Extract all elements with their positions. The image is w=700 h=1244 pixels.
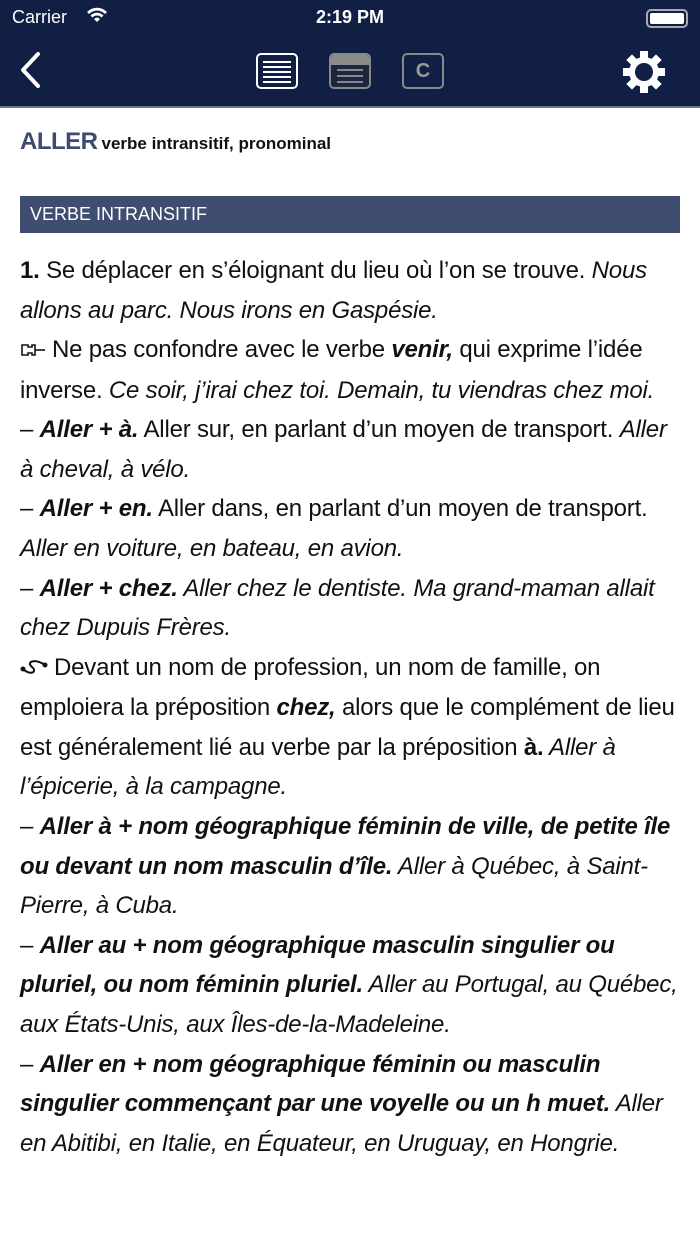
headword: ALLER	[20, 128, 98, 155]
example-text: Nous allons au parc. Nous irons en Gaspésie.	[20, 257, 647, 324]
definition-paragraph	[20, 410, 680, 489]
definition-text: –	[20, 931, 40, 959]
definition-text: –	[20, 416, 40, 444]
emphasis-text: chez,	[276, 694, 336, 722]
conjugation-button[interactable]: C	[402, 53, 444, 89]
clock: 2:19 PM	[315, 7, 385, 27]
definition-paragraph	[20, 569, 680, 648]
definition-text: Ne pas confondre avec le verbe	[52, 336, 392, 364]
emphasis-text: Aller à + nom géographique féminin de ville, de petite île ou devant un nom masculin d’île.	[20, 813, 671, 880]
chevron-left-icon	[18, 50, 42, 90]
definition-paragraph	[20, 330, 680, 410]
definition-text: –	[20, 574, 40, 602]
example-text: Aller à l’épicerie, à la campagne.	[20, 733, 616, 801]
example-text: Aller en Abitibi, en Italie, en Équateur, en Uruguay, en Hongrie.	[20, 1090, 663, 1157]
emphasis-text: 1.	[20, 257, 40, 284]
definition-paragraph	[20, 251, 680, 330]
definition-paragraph	[20, 1045, 680, 1164]
carrier-label: Carrier	[12, 7, 68, 27]
definition-text: –	[20, 813, 40, 841]
definition-text: Devant un nom de profession, un nom de famille, on emploiera la préposition	[20, 653, 601, 722]
emphasis-text: Aller + à.	[39, 416, 139, 444]
header-view-button[interactable]	[329, 53, 371, 89]
entry-heading	[0, 108, 700, 196]
emphasis-text: venir,	[391, 336, 453, 364]
grammatical-category: verbe intransitif, pronominal	[101, 134, 332, 153]
definition-text: qui exprime l’idée inverse.	[20, 336, 643, 404]
pin-icon	[20, 331, 46, 371]
emphasis-text: Aller en + nom géographique féminin ou masculin singulier commençant par une voyelle ou un h muet.	[20, 1050, 611, 1118]
link-icon	[20, 649, 48, 689]
battery-icon	[646, 9, 688, 28]
definition-body	[0, 233, 700, 1163]
emphasis-text: Aller au + nom géographique masculin singulier ou pluriel, ou nom féminin pluriel.	[20, 931, 615, 999]
emphasis-text: à.	[523, 733, 544, 761]
definition-text: alors que le complément de lieu est généralement lié au verbe par la préposition	[20, 694, 675, 761]
section-header: VERBE INTRANSITIF	[20, 196, 680, 233]
emphasis-text: Aller + chez.	[39, 574, 178, 602]
example-text: Aller en voiture, en bateau, en avion.	[20, 535, 404, 563]
gear-icon	[622, 50, 666, 94]
definition-paragraph	[20, 648, 680, 807]
full-text-view-button[interactable]	[256, 53, 298, 89]
example-text: Ce soir, j’irai chez toi. Demain, tu viendras chez moi.	[108, 376, 655, 404]
definition-paragraph	[20, 807, 680, 926]
definition-text: Aller dans, en parlant d’un moyen de transport.	[152, 495, 648, 523]
status-bar	[0, 0, 700, 36]
definition-text: –	[20, 1050, 40, 1078]
example-text: Aller à cheval, à vélo.	[20, 416, 667, 483]
definition-paragraph	[20, 489, 680, 568]
example-text: Aller chez le dentiste. Ma grand-maman allait chez Dupuis Frères.	[20, 574, 655, 642]
back-button[interactable]	[18, 50, 42, 90]
navigation-header	[0, 0, 700, 108]
example-text: Aller à Québec, à Saint-Pierre, à Cuba.	[20, 852, 648, 920]
settings-button[interactable]	[622, 50, 666, 94]
definition-text: Se déplacer en s’éloignant du lieu où l’on se trouve.	[39, 257, 592, 284]
example-text: Aller au Portugal, au Québec, aux États-Unis, aux Îles-de-la-Madeleine.	[20, 971, 678, 1038]
definition-paragraph	[20, 926, 680, 1045]
emphasis-text: Aller + en.	[39, 495, 153, 523]
definition-text: –	[20, 495, 40, 523]
definition-text: Aller sur, en parlant d’un moyen de transport.	[138, 416, 620, 444]
